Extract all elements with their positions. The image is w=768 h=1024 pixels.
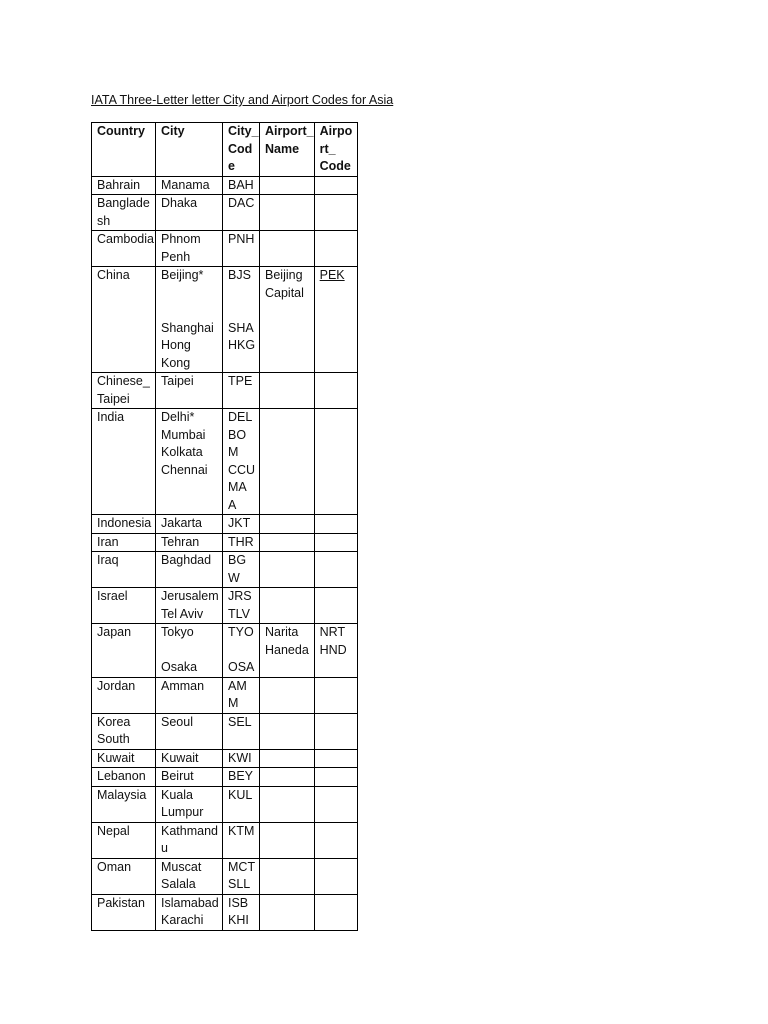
- cell-line: Kuala: [161, 787, 193, 802]
- cell-line: MCT: [228, 859, 256, 874]
- cell-city-code: [223, 588, 260, 624]
- cell-city-code: [223, 822, 260, 858]
- table-row: [92, 373, 358, 409]
- cell-country: [92, 409, 156, 515]
- cell-country: [92, 822, 156, 858]
- cell-line: Kathmand: [161, 823, 218, 838]
- cell-line: [265, 714, 314, 732]
- cell-line: M: [228, 696, 239, 710]
- cell-line: AM: [228, 678, 247, 693]
- cell-airport-code: [314, 515, 357, 534]
- cell-country: [92, 768, 156, 787]
- cell-line: Muscat: [161, 859, 202, 874]
- cell-line: KWI: [228, 750, 252, 765]
- cell-line: Capital: [265, 285, 304, 300]
- cell-line: MA: [228, 480, 247, 494]
- cell-airport-code: [314, 373, 357, 409]
- cell-line: Karachi: [161, 913, 204, 927]
- airport-code-link[interactable]: PEK: [319, 268, 345, 282]
- cell-city: [156, 373, 223, 409]
- cell-line: u: [161, 841, 168, 855]
- cell-line: Tokyo: [161, 625, 194, 639]
- cell-airport-name: [260, 768, 315, 787]
- table-body: [92, 176, 358, 930]
- cell-line: [161, 302, 222, 320]
- cell-city-code: [223, 231, 260, 267]
- cell-line: Bahrain: [97, 177, 141, 192]
- cell-airport-code: [314, 588, 357, 624]
- cell-line: [265, 787, 314, 805]
- cell-line: [265, 552, 314, 570]
- cell-line: Haneda: [265, 642, 309, 657]
- cell-line: Jakarta: [161, 516, 202, 530]
- cell-line: Baghdad: [161, 553, 212, 567]
- cell-city: [156, 409, 223, 515]
- cell-city: [156, 515, 223, 534]
- cell-airport-name: [260, 713, 315, 749]
- table-row: [92, 894, 358, 930]
- table-row: [92, 588, 358, 624]
- cell-airport-name: [260, 195, 315, 231]
- cell-city-code: [223, 786, 260, 822]
- table-row: [92, 786, 358, 822]
- cell-country: [92, 624, 156, 678]
- cell-airport-name: [260, 533, 315, 552]
- cell-city: [156, 267, 223, 373]
- cell-country: [92, 786, 156, 822]
- cell-airport-code: [314, 677, 357, 713]
- cell-city-code: [223, 713, 260, 749]
- cell-line: [265, 895, 314, 913]
- cell-line: Beijing*: [161, 268, 204, 282]
- cell-country: [92, 894, 156, 930]
- cell-line: Chinese_: [97, 374, 150, 388]
- cell-city: [156, 713, 223, 749]
- header-airport-code: [314, 123, 357, 177]
- cell-line: Tehran: [161, 534, 200, 549]
- cell-line: Salala: [161, 877, 196, 891]
- cell-country: [92, 176, 156, 195]
- cell-line: A: [228, 497, 237, 512]
- cell-line: THR: [228, 534, 254, 549]
- header-country: [92, 123, 156, 177]
- cell-line: OSA: [228, 660, 255, 674]
- table-row: [92, 533, 358, 552]
- table-row: [92, 552, 358, 588]
- cell-city-code: [223, 677, 260, 713]
- cell-line: sh: [97, 213, 111, 228]
- cell-country: [92, 231, 156, 267]
- cell-line: Korea: [97, 714, 131, 729]
- cell-airport-code: [314, 176, 357, 195]
- cell-line: JKT: [228, 516, 251, 530]
- cell-line: W: [228, 570, 240, 585]
- cell-line: rt_: [319, 141, 336, 156]
- cell-line: [320, 177, 357, 195]
- cell-line: CCU: [228, 462, 256, 477]
- cell-line: [320, 515, 357, 533]
- cell-line: M: [228, 445, 239, 459]
- cell-line: [320, 678, 357, 696]
- cell-line: Osaka: [161, 660, 198, 674]
- cell-line: [265, 823, 314, 841]
- cell-line: DAC: [228, 196, 255, 210]
- table-row: [92, 176, 358, 195]
- cell-airport-code: [314, 533, 357, 552]
- cell-city: [156, 858, 223, 894]
- cell-airport-code: [314, 195, 357, 231]
- cell-line: [265, 750, 314, 768]
- cell-line: City: [161, 124, 185, 138]
- cell-country: [92, 533, 156, 552]
- table-row: [92, 768, 358, 787]
- cell-city: [156, 588, 223, 624]
- cell-line: SLL: [228, 877, 251, 891]
- header-airport-name: [260, 123, 315, 177]
- cell-country: [92, 858, 156, 894]
- cell-line: Name: [265, 141, 300, 156]
- cell-line: TPE: [228, 374, 253, 388]
- cell-line: Lumpur: [161, 805, 204, 819]
- cell-city-code: [223, 195, 260, 231]
- cell-city: [156, 822, 223, 858]
- table-row: [92, 267, 358, 373]
- cell-airport-name: [260, 822, 315, 858]
- cell-airport-name: [260, 894, 315, 930]
- cell-city: [156, 677, 223, 713]
- cell-line: ISB: [228, 895, 249, 910]
- cell-line: HKG: [228, 338, 256, 352]
- cell-line: Iran: [97, 534, 119, 549]
- cell-city: [156, 552, 223, 588]
- cell-line: Code: [319, 159, 351, 173]
- cell-line: China: [97, 268, 130, 282]
- cell-line: [265, 409, 314, 427]
- cell-airport-name: [260, 231, 315, 267]
- cell-line: [320, 534, 357, 552]
- cell-line: Kuwait: [161, 750, 199, 765]
- cell-line: [320, 195, 357, 213]
- cell-city-code: [223, 768, 260, 787]
- cell-line: Malaysia: [97, 787, 147, 802]
- cell-line: [265, 373, 314, 391]
- cell-line: [265, 678, 314, 696]
- cell-airport-name: [260, 677, 315, 713]
- table-row: [92, 409, 358, 515]
- cell-line: BG: [228, 553, 247, 567]
- cell-airport-name: [260, 588, 315, 624]
- cell-line: TYO: [228, 625, 254, 639]
- table-row: [92, 515, 358, 534]
- cell-airport-name: [260, 786, 315, 822]
- cell-city-code: [223, 409, 260, 515]
- cell-city-code: [223, 552, 260, 588]
- cell-city-code: [223, 515, 260, 534]
- cell-line: [320, 823, 357, 841]
- cell-line: Airport_: [265, 124, 314, 138]
- cell-line: Kong: [161, 355, 191, 370]
- cell-line: [265, 588, 314, 606]
- cell-line: South: [97, 732, 130, 746]
- cell-line: Islamabad: [161, 895, 219, 910]
- cell-country: [92, 515, 156, 534]
- cell-airport-code: [314, 822, 357, 858]
- cell-line: Amman: [161, 678, 205, 693]
- cell-airport-name: [260, 858, 315, 894]
- cell-line: Delhi*: [161, 410, 195, 424]
- cell-line: BAH: [228, 177, 254, 192]
- cell-airport-code: [314, 768, 357, 787]
- table-row: [92, 677, 358, 713]
- cell-city-code: [223, 749, 260, 768]
- cell-line: [320, 373, 357, 391]
- document-title: IATA Three-Letter letter City and Airport Codes for Asia: [91, 93, 394, 107]
- cell-line: Beijing: [265, 268, 303, 282]
- cell-city: [156, 894, 223, 930]
- cell-line: Penh: [161, 249, 191, 264]
- cell-line: BJS: [228, 268, 251, 282]
- cell-airport-name: [260, 373, 315, 409]
- cell-line: [320, 714, 357, 732]
- cell-country: [92, 373, 156, 409]
- cell-city: [156, 176, 223, 195]
- cell-line: Country: [97, 124, 145, 138]
- cell-city-code: [223, 894, 260, 930]
- cell-line: Manama: [161, 177, 210, 192]
- cell-line: BEY: [228, 769, 254, 783]
- cell-line: Kolkata: [161, 445, 203, 459]
- cell-line: Phnom: [161, 232, 201, 246]
- cell-line: Narita: [265, 625, 299, 639]
- cell-line: HND: [319, 642, 347, 657]
- cell-line: Seoul: [161, 714, 193, 729]
- cell-line: e: [228, 159, 235, 173]
- cell-city: [156, 786, 223, 822]
- cell-line: [265, 859, 314, 877]
- cell-line: SEL: [228, 714, 252, 729]
- table-row: [92, 822, 358, 858]
- cell-line: [320, 231, 357, 249]
- table-row: [92, 231, 358, 267]
- cell-line: Airpo: [319, 124, 353, 138]
- cell-country: [92, 749, 156, 768]
- cell-line: Dhaka: [161, 196, 198, 210]
- cell-city: [156, 231, 223, 267]
- cell-airport-code: [314, 231, 357, 267]
- cell-line: City_: [228, 124, 259, 138]
- cell-airport-code: [314, 409, 357, 515]
- cell-airport-code: [314, 713, 357, 749]
- cell-airport-code: [314, 552, 357, 588]
- cell-line: NRT: [319, 625, 346, 639]
- cell-airport-name: [260, 552, 315, 588]
- cell-line: [161, 285, 222, 303]
- cell-city-code: [223, 858, 260, 894]
- cell-line: DEL: [228, 410, 253, 424]
- cell-line: [161, 642, 222, 660]
- cell-line: KTM: [228, 823, 255, 838]
- cell-city: [156, 195, 223, 231]
- cell-line: [228, 302, 259, 320]
- cell-country: [92, 195, 156, 231]
- cell-country: [92, 267, 156, 373]
- cell-line: [228, 642, 259, 660]
- table-row: [92, 195, 358, 231]
- cell-line: [265, 195, 314, 213]
- cell-line: Beirut: [161, 769, 194, 783]
- cell-line: [320, 768, 357, 786]
- cell-city-code: [223, 624, 260, 678]
- cell-airport-name: [260, 267, 315, 373]
- cell-line: Nepal: [97, 823, 130, 838]
- cell-city-code: [223, 533, 260, 552]
- cell-line: Banglade: [97, 196, 150, 210]
- table-row: [92, 713, 358, 749]
- cell-line: [320, 895, 357, 913]
- cell-city-code: [223, 176, 260, 195]
- cell-line: Mumbai: [161, 427, 206, 442]
- cell-line: [320, 787, 357, 805]
- cell-city: [156, 749, 223, 768]
- cell-line: India: [97, 410, 125, 424]
- cell-airport-code: [314, 894, 357, 930]
- cell-line: Taipei: [161, 374, 194, 388]
- cell-line: [320, 859, 357, 877]
- cell-line: KUL: [228, 787, 253, 802]
- cell-line: PNH: [228, 232, 255, 246]
- cell-city-code: [223, 373, 260, 409]
- cell-line: Chennai: [161, 462, 208, 477]
- cell-line: Cod: [228, 141, 253, 156]
- cell-country: [92, 588, 156, 624]
- cell-airport-code: [314, 858, 357, 894]
- cell-line: Iraq: [97, 553, 119, 567]
- cell-line: Taipei: [97, 391, 130, 406]
- cell-line: [265, 768, 314, 786]
- cell-line: Hong: [161, 338, 191, 352]
- cell-line: Indonesia: [97, 516, 152, 530]
- cell-airport-name: [260, 176, 315, 195]
- cell-line: Tel Aviv: [161, 606, 204, 621]
- cell-line: Kuwait: [97, 750, 135, 765]
- cell-line: Japan: [97, 625, 132, 639]
- cell-line: Cambodia: [97, 232, 154, 246]
- cell-line: Shanghai: [161, 320, 214, 335]
- cell-line: Jordan: [97, 678, 136, 693]
- cell-city-code: [223, 267, 260, 373]
- cell-line: Lebanon: [97, 769, 146, 783]
- cell-airport-name: [260, 409, 315, 515]
- cell-line: Jerusalem: [161, 589, 219, 603]
- cell-line: [320, 552, 357, 570]
- cell-line: [320, 750, 357, 768]
- cell-country: [92, 677, 156, 713]
- cell-line: [265, 231, 314, 249]
- cell-line: Israel: [97, 589, 128, 603]
- cell-city: [156, 768, 223, 787]
- cell-line: JRS: [228, 589, 252, 603]
- cell-line: [265, 534, 314, 552]
- cell-airport-code: [314, 267, 357, 373]
- cell-line: [265, 177, 314, 195]
- header-city-code: [223, 123, 260, 177]
- cell-airport-code: [314, 624, 357, 678]
- cell-line: Pakistan: [97, 895, 145, 910]
- cell-line: Oman: [97, 859, 132, 874]
- table-header-row: [92, 123, 358, 177]
- cell-airport-name: [260, 749, 315, 768]
- cell-line: KHI: [228, 913, 249, 927]
- cell-airport-code: [314, 786, 357, 822]
- table-row: [92, 858, 358, 894]
- cell-line: [228, 285, 259, 303]
- cell-line: [265, 515, 314, 533]
- cell-country: [92, 713, 156, 749]
- cell-city: [156, 533, 223, 552]
- cell-country: [92, 552, 156, 588]
- cell-airport-code: [314, 749, 357, 768]
- cell-line: BO: [228, 427, 247, 442]
- cell-line: TLV: [228, 606, 250, 621]
- airport-codes-table: [91, 122, 358, 931]
- header-city: [156, 123, 223, 177]
- table-row: [92, 624, 358, 678]
- cell-line: SHA: [228, 320, 254, 335]
- cell-line: [320, 588, 357, 606]
- cell-city: [156, 624, 223, 678]
- cell-line: [320, 409, 357, 427]
- table-row: [92, 749, 358, 768]
- cell-airport-name: [260, 624, 315, 678]
- cell-airport-name: [260, 515, 315, 534]
